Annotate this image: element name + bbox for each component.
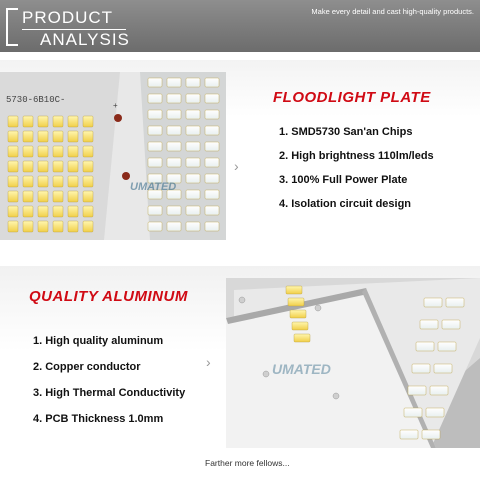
led-chip — [186, 110, 200, 119]
list-item: 4. PCB Thickness 1.0mm — [33, 413, 164, 425]
led-chip — [38, 176, 48, 187]
led-chip — [167, 94, 181, 103]
led-chip — [83, 161, 93, 172]
led-chip — [68, 131, 78, 142]
led-chip — [186, 158, 200, 167]
led-chip — [68, 206, 78, 217]
led-chip — [68, 161, 78, 172]
led-chip — [148, 222, 162, 231]
led-chip — [68, 116, 78, 127]
led-chip — [438, 342, 456, 351]
led-chip — [148, 110, 162, 119]
led-chip — [167, 126, 181, 135]
led-chip — [53, 116, 63, 127]
led-chip — [148, 142, 162, 151]
led-chip — [53, 176, 63, 187]
led-chip — [83, 221, 93, 232]
led-chip — [186, 94, 200, 103]
led-chip — [424, 298, 442, 307]
led-chip — [8, 131, 18, 142]
header-title-line2: ANALYSIS — [40, 30, 130, 49]
led-chip — [83, 146, 93, 157]
led-chip — [167, 110, 181, 119]
list-item: 2. Copper conductor — [33, 361, 141, 373]
footer-text: Farther more fellows... — [205, 458, 290, 468]
led-chip — [290, 310, 306, 318]
led-chip — [186, 190, 200, 199]
led-chip — [186, 126, 200, 135]
led-chip — [408, 386, 426, 395]
led-chip — [38, 206, 48, 217]
led-chip — [38, 131, 48, 142]
led-chip — [53, 191, 63, 202]
led-chip — [205, 142, 219, 151]
led-chip — [286, 286, 302, 294]
led-chip — [68, 176, 78, 187]
led-chip — [186, 174, 200, 183]
aluminum-watermark: UMATED — [272, 361, 331, 377]
led-chip — [8, 146, 18, 157]
led-chip — [422, 430, 440, 439]
chevron-right-icon: › — [206, 354, 211, 370]
led-chip — [68, 146, 78, 157]
led-chip — [400, 430, 418, 439]
header-bracket — [6, 8, 18, 46]
led-chip — [148, 78, 162, 87]
led-chip — [53, 221, 63, 232]
led-chip — [186, 222, 200, 231]
led-chip — [23, 221, 33, 232]
list-item: 1. SMD5730 San'an Chips — [279, 126, 413, 138]
floodlight-feature-list — [279, 120, 434, 216]
led-chip — [288, 298, 304, 306]
led-chip — [23, 206, 33, 217]
led-chip — [205, 222, 219, 231]
led-chip — [53, 161, 63, 172]
led-chip — [434, 364, 452, 373]
led-chip — [8, 221, 18, 232]
led-chip — [23, 191, 33, 202]
led-chip — [38, 146, 48, 157]
led-chip — [167, 158, 181, 167]
led-chip — [23, 116, 33, 127]
led-chip — [167, 222, 181, 231]
led-chip — [205, 94, 219, 103]
led-chip — [404, 408, 422, 417]
led-chip — [186, 78, 200, 87]
header-title-line1: PRODUCT — [22, 8, 114, 27]
led-chip — [68, 191, 78, 202]
led-chip — [38, 221, 48, 232]
led-chip — [205, 158, 219, 167]
led-chip — [68, 221, 78, 232]
led-chip — [38, 191, 48, 202]
led-chip — [292, 322, 308, 330]
led-chip — [148, 94, 162, 103]
led-chip — [148, 206, 162, 215]
led-chip — [205, 78, 219, 87]
led-chip — [420, 320, 438, 329]
led-chip — [38, 161, 48, 172]
led-chip — [186, 142, 200, 151]
led-chip — [426, 408, 444, 417]
led-chip — [205, 206, 219, 215]
led-chip — [8, 191, 18, 202]
led-chip — [416, 342, 434, 351]
list-item: 2. High brightness 110lm/leds — [279, 150, 434, 162]
led-chip — [205, 110, 219, 119]
led-chip — [23, 146, 33, 157]
led-chip — [148, 126, 162, 135]
led-chip — [148, 158, 162, 167]
led-chip — [412, 364, 430, 373]
svg-text:+: + — [113, 101, 118, 110]
floodlight-title: FLOODLIGHT PLATE — [273, 89, 431, 106]
led-chip — [442, 320, 460, 329]
led-chip — [23, 176, 33, 187]
chevron-right-icon: › — [234, 158, 239, 174]
led-chip — [53, 131, 63, 142]
led-chip — [294, 334, 310, 342]
led-chip — [53, 206, 63, 217]
list-item: 3. High Thermal Conductivity — [33, 387, 186, 399]
led-chip — [205, 174, 219, 183]
led-chip — [83, 191, 93, 202]
led-chip — [167, 78, 181, 87]
led-chip — [167, 206, 181, 215]
led-chip — [205, 190, 219, 199]
led-chip — [23, 161, 33, 172]
aluminum-feature-list — [33, 328, 185, 432]
led-chip — [23, 131, 33, 142]
aluminum-pcb-photo — [226, 278, 480, 448]
led-chip — [83, 116, 93, 127]
led-chip — [205, 126, 219, 135]
led-chip — [83, 176, 93, 187]
led-chip — [430, 386, 448, 395]
led-chip — [83, 131, 93, 142]
header-tagline: Make every detail and cast high-quality products. — [311, 7, 474, 16]
led-chip — [167, 142, 181, 151]
led-chip — [8, 161, 18, 172]
led-chip — [8, 206, 18, 217]
list-item: 4. Isolation circuit design — [279, 198, 412, 210]
list-item: 1. High quality aluminum — [33, 335, 164, 347]
led-chip — [186, 206, 200, 215]
list-item: 3. 100% Full Power Plate — [279, 174, 408, 186]
led-chip — [53, 146, 63, 157]
floodlight-pcb-photo — [0, 72, 226, 240]
header-banner — [0, 0, 480, 52]
aluminum-title: QUALITY ALUMINUM — [29, 288, 188, 305]
led-chip — [38, 116, 48, 127]
led-chip — [8, 116, 18, 127]
pcb-marking-text: 5730-6B10C- — [6, 95, 66, 105]
led-chip — [8, 176, 18, 187]
floodlight-watermark: UMATED — [130, 181, 177, 193]
led-chip — [83, 206, 93, 217]
led-chip — [446, 298, 464, 307]
